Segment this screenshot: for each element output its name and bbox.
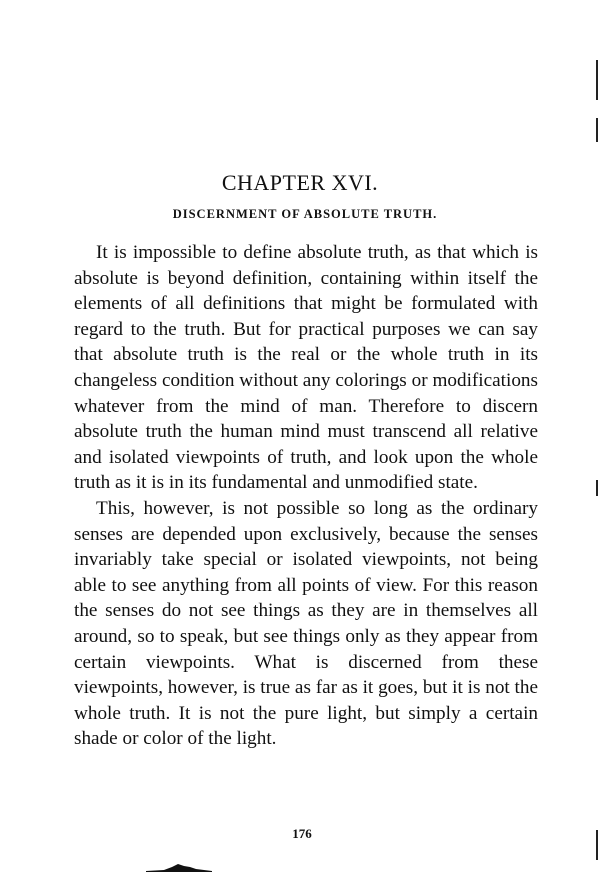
scan-edge-mark: [596, 60, 598, 100]
scan-edge-mark: [596, 118, 598, 142]
body-text: [74, 240, 538, 752]
scan-edge-mark: [596, 830, 598, 860]
chapter-title: CHAPTER XVI.: [221, 170, 379, 195]
page-number: 176: [292, 826, 312, 841]
chapter-subtitle: DISCERNMENT OF ABSOLUTE TRUTH.: [172, 207, 438, 221]
paragraph-2: This, however, is not possible so long as the ordinary senses are depended upon exclusively, because the senses invariably take special or isolated viewpoints, not being able to see anything from all points of view. For this reason the senses do not see things as they are in themselves all around, so to speak, but see things only as they appear from certain viewpoints. What is discerned from these viewpoints, however, is true as far as it goes, but it is not the whole truth. It is not the pure light, but simply a certain shade or color of the light.: [74, 497, 538, 750]
scan-edge-mark: [596, 480, 598, 496]
paragraph-1: It is impossible to define absolute truth, as that which is absolute is beyond definition, containing within itself the elements of all definitions that might be formulated with regard to the truth. But for practical purposes we can say that absolute truth is the real or the whole truth in its changeless condition without any colorings or modifications whatever from the mind of man. Therefore to discern absolute truth the human mind must transcend all relative and isolated viewpoints of truth, and look upon the whole truth as it is in its fundamental and unmodified state.: [74, 242, 538, 494]
print-smudge-mark: [144, 861, 214, 873]
